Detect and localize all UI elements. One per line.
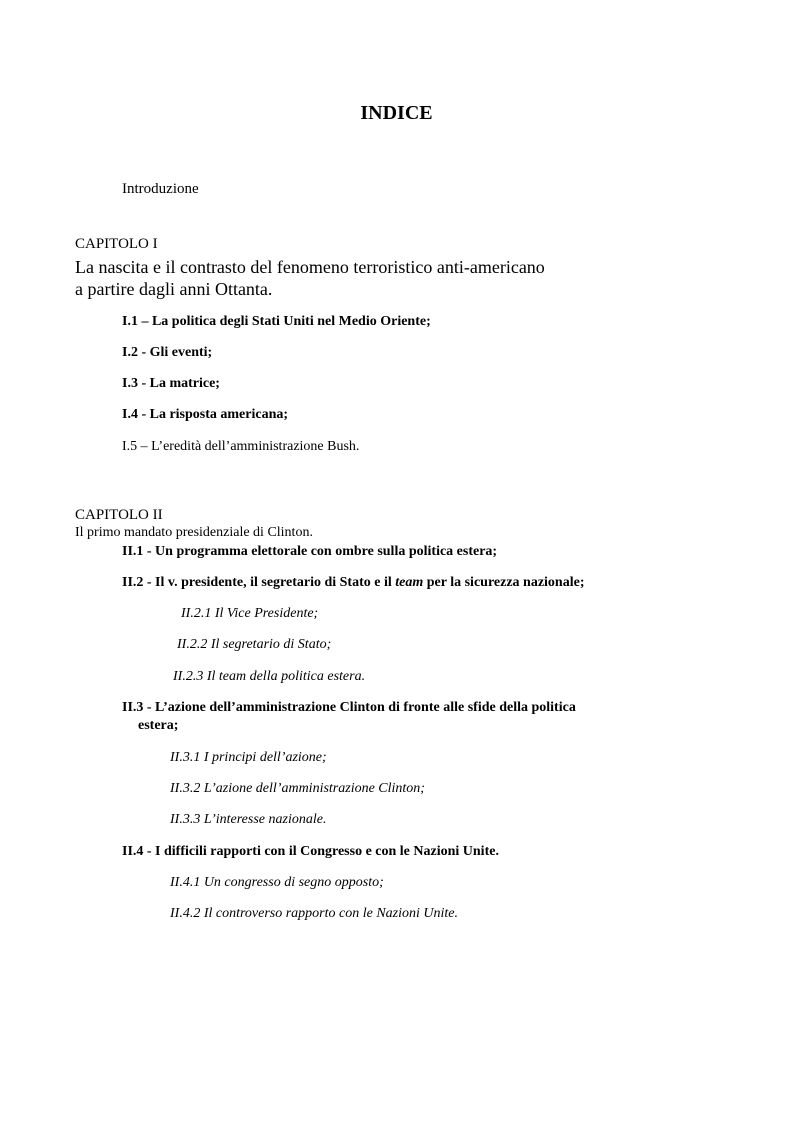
toc-section-2-2-italic-word: team — [395, 575, 424, 590]
toc-section-2-3-line-2: estera; — [138, 718, 179, 733]
chapter-1-title-line-2: a partire dagli anni Ottanta. — [75, 279, 273, 299]
toc-section-2-4: II.4 - I difficili rapporti con il Congresso e con le Nazioni Unite. — [122, 844, 499, 859]
toc-subsection-2-2-3: II.2.3 Il team della politica estera. — [173, 669, 366, 684]
chapter-2-label: CAPITOLO II — [75, 507, 163, 523]
toc-section-1-1: I.1 – La politica degli Stati Uniti nel Medio Oriente; — [122, 314, 431, 329]
toc-subsection-2-3-2: II.3.2 L’azione dell’amministrazione Clinton; — [170, 781, 425, 796]
toc-subsection-2-2-2: II.2.2 Il segretario di Stato; — [177, 637, 332, 652]
toc-introduction: Introduzione — [122, 181, 199, 197]
chapter-1-title-line-1: La nascita e il contrasto del fenomeno terroristico anti-americano — [75, 257, 545, 277]
toc-section-1-5: I.5 – L’eredità dell’amministrazione Bush. — [122, 439, 360, 454]
toc-section-2-1: II.1 - Un programma elettorale con ombre sulla politica estera; — [122, 544, 498, 559]
toc-section-2-2-text-start: II.2 - Il v. presidente, il segretario di Stato e il — [122, 575, 396, 590]
chapter-1-label: CAPITOLO I — [75, 236, 158, 252]
page-title: INDICE — [360, 102, 433, 124]
toc-section-2-3-line-1: II.3 - L’azione dell’amministrazione Clinton di fronte alle sfide della politica — [122, 700, 576, 715]
toc-subsection-2-4-1: II.4.1 Un congresso di segno opposto; — [170, 875, 384, 890]
toc-section-1-3: I.3 - La matrice; — [122, 376, 220, 391]
toc-section-2-2-text-end: per la sicurezza nazionale; — [423, 575, 585, 590]
toc-section-1-2: I.2 - Gli eventi; — [122, 345, 213, 360]
toc-subsection-2-4-2: II.4.2 Il controverso rapporto con le Nazioni Unite. — [170, 906, 459, 921]
toc-section-2-2 — [122, 576, 584, 590]
toc-section-1-4: I.4 - La risposta americana; — [122, 407, 289, 422]
toc-subsection-2-3-1: II.3.1 I principi dell’azione; — [170, 750, 327, 765]
toc-subsection-2-2-1: II.2.1 Il Vice Presidente; — [181, 606, 319, 621]
toc-subsection-2-3-3: II.3.3 L’interesse nazionale. — [170, 812, 327, 827]
chapter-2-subtitle: Il primo mandato presidenziale di Clinton. — [75, 525, 313, 540]
